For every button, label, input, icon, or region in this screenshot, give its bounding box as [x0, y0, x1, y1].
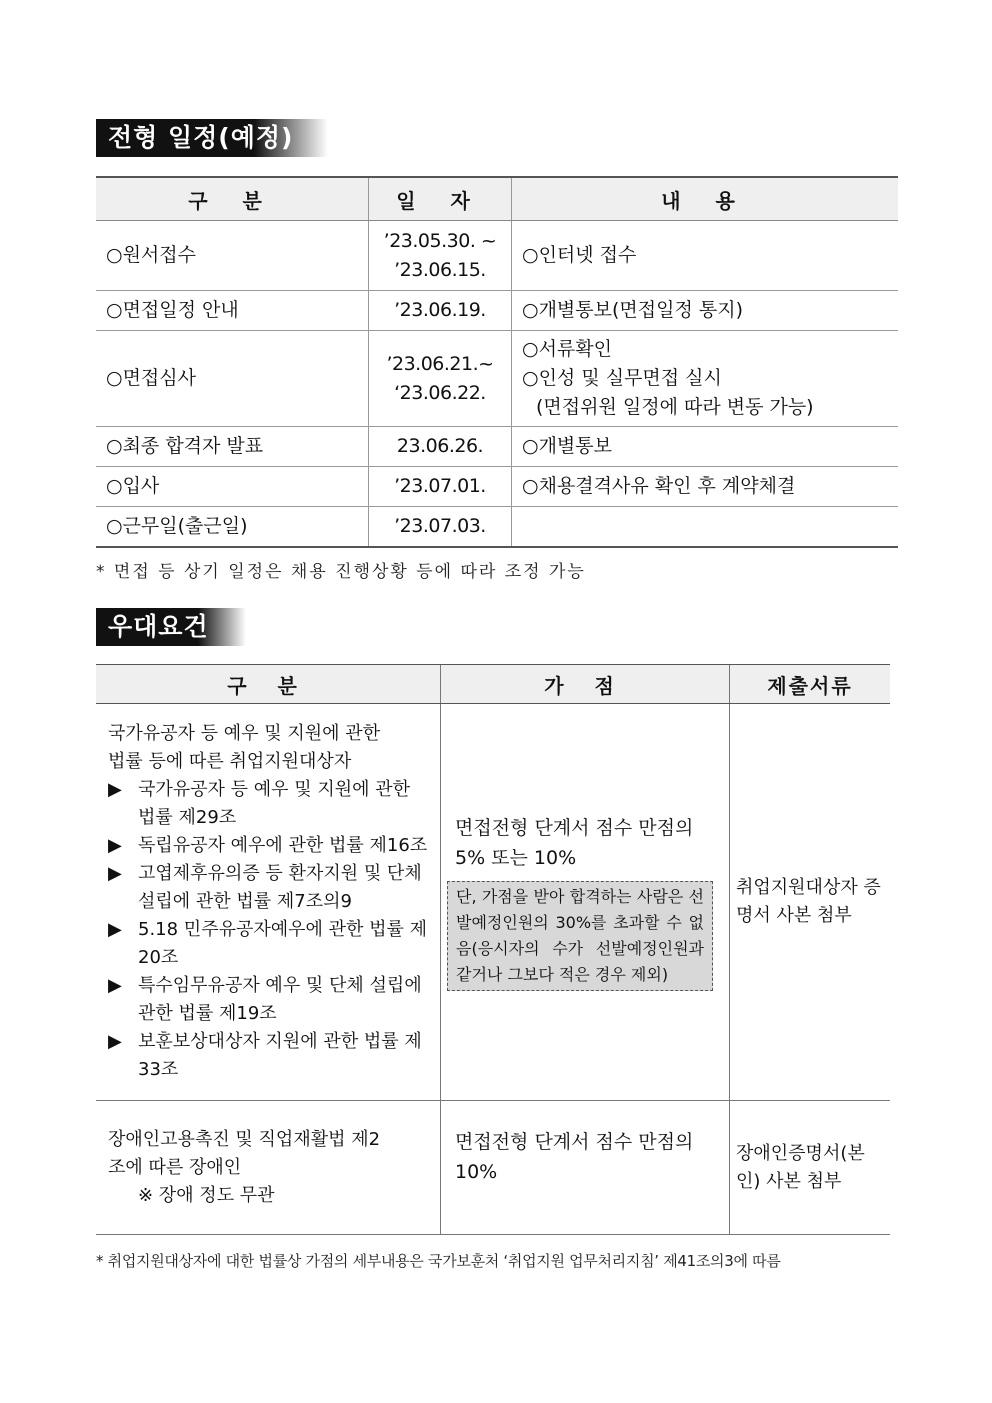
table-row	[96, 507, 898, 547]
row-content: ○인터넷 접수	[512, 221, 899, 291]
preference-documents: 취업지원대상자 증명서 사본 첨부	[730, 704, 891, 1101]
schedule-table	[96, 176, 898, 548]
row-content	[512, 507, 899, 547]
law-item: ▶ 국가유공자 등 예우 및 지원에 관한 법률 제29조	[108, 776, 432, 832]
row-date: ’23.06.19.	[369, 291, 512, 331]
triangle-bullet-icon: ▶	[108, 975, 122, 996]
row-category: ○면접일정 안내	[96, 291, 369, 331]
preference-category	[96, 1101, 441, 1235]
table-row	[96, 467, 898, 507]
header-documents: 제출서류	[730, 665, 891, 704]
table-header-row	[96, 665, 890, 704]
category-reference: ※ 장애 정도 무관	[138, 1184, 275, 1206]
date-line: ‘23.06.22.	[394, 381, 486, 404]
preference-points	[441, 704, 730, 1101]
row-content: ○개별통보	[512, 427, 899, 467]
row-date: 23.06.26.	[369, 427, 512, 467]
category-line: 조에 따른 장애인	[108, 1156, 242, 1178]
header-category: 구 분	[96, 665, 441, 704]
header-points: 가 점	[441, 665, 730, 704]
row-category: ○입사	[96, 467, 369, 507]
points-text: 면접전형 단계서 점수 만점의 10%	[455, 1131, 694, 1183]
law-item: ▶ 5.18 민주유공자예우에 관한 법률 제20조	[108, 916, 432, 972]
content-line: ○서류확인	[522, 338, 612, 360]
table-row	[96, 427, 898, 467]
header-category: 구 분	[96, 177, 369, 221]
law-item: ▶ 독립유공자 예우에 관한 법률 제16조	[108, 832, 432, 860]
table-row	[96, 291, 898, 331]
row-date: ’23.07.01.	[369, 467, 512, 507]
row-category: ○면접심사	[96, 331, 369, 427]
schedule-note: * 면접 등 상기 일정은 채용 진행상황 등에 따라 조정 가능	[96, 562, 586, 582]
preference-note: * 취업지원대상자에 대한 법률상 가점의 세부내용은 국가보훈처 ‘취업지원 업무처리지침’ 제41조의3에 따름	[96, 1252, 781, 1270]
preference-documents: 장애인증명서(본인) 사본 첨부	[730, 1101, 891, 1235]
row-date	[369, 331, 512, 427]
law-item: ▶ 보훈보상대상자 지원에 관한 법률 제33조	[108, 1028, 432, 1084]
table-header-row	[96, 177, 898, 221]
preference-points	[441, 1101, 730, 1235]
row-date: ’23.07.03.	[369, 507, 512, 547]
date-line: ’23.05.30. ~	[383, 229, 497, 252]
date-line: ’23.06.15.	[394, 258, 486, 281]
preference-category	[96, 704, 441, 1101]
header-content: 내 용	[512, 177, 899, 221]
table-row	[96, 221, 898, 291]
content-line: ○인성 및 실무면접 실시	[522, 367, 722, 389]
triangle-bullet-icon: ▶	[108, 919, 122, 940]
triangle-bullet-icon: ▶	[108, 863, 122, 884]
law-item: ▶ 고엽제후유의증 등 환자지원 및 단체설립에 관한 법률 제7조의9	[108, 860, 432, 916]
section-title-schedule: 전형 일정(예정)	[96, 119, 328, 157]
category-line: 장애인고용촉진 및 직업재활법 제2	[108, 1128, 381, 1150]
triangle-bullet-icon: ▶	[108, 779, 122, 800]
row-category: ○근무일(출근일)	[96, 507, 369, 547]
category-intro: 국가유공자 등 예우 및 지원에 관한	[108, 723, 381, 744]
row-content: ○개별통보(면접일정 통지)	[512, 291, 899, 331]
row-category: ○최종 합격자 발표	[96, 427, 369, 467]
content-line: (면접위원 일정에 따라 변동 가능)	[536, 396, 814, 418]
category-intro: 법률 등에 따른 취업지원대상자	[108, 751, 352, 772]
triangle-bullet-icon: ▶	[108, 835, 122, 856]
row-content: ○채용결격사유 확인 후 계약체결	[512, 467, 899, 507]
row-date	[369, 221, 512, 291]
law-item: ▶ 특수임무유공자 예우 및 단체 설립에 관한 법률 제19조	[108, 972, 432, 1028]
points-text: 면접전형 단계서 점수 만점의 5% 또는 10%	[455, 817, 694, 869]
table-row	[96, 331, 898, 427]
triangle-bullet-icon: ▶	[108, 1031, 122, 1052]
preference-table	[96, 664, 890, 1235]
row-category: ○원서접수	[96, 221, 369, 291]
date-line: ’23.06.21.~	[386, 352, 494, 375]
row-content	[512, 331, 899, 427]
points-note: 단, 가점을 받아 합격하는 사람은 선발예정인원의 30%를 초과할 수 없음(응시자의 수가 선발예정인원과 같거나 그보다 적은 경우 제외)	[447, 881, 713, 991]
table-row	[96, 1101, 890, 1235]
table-row	[96, 704, 890, 1101]
header-date: 일 자	[369, 177, 512, 221]
section-title-preference: 우대요건	[96, 608, 246, 646]
